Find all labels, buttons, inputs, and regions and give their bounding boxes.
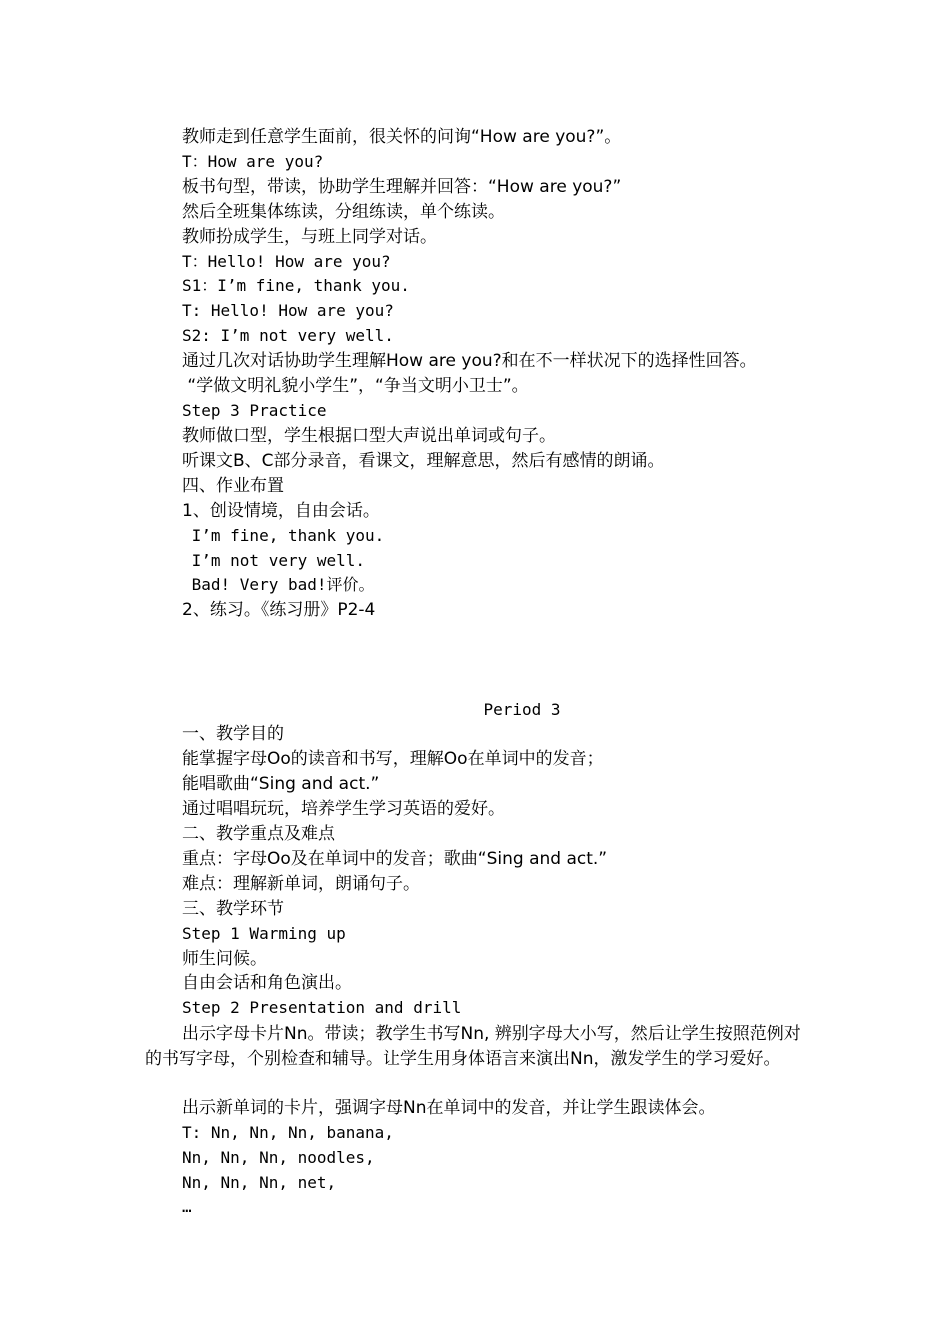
step-heading: Step 3 Practice bbox=[182, 401, 327, 420]
dialogue-line: S1：I’m fine, thank you. bbox=[182, 276, 410, 295]
text-line: I’m fine, thank you. bbox=[182, 526, 385, 545]
text-line: 教师做口型，学生根据口型大声说出单词或句子。 bbox=[182, 426, 556, 446]
text-line: 1、创设情境，自由会话。 bbox=[182, 501, 380, 521]
text-line: 板书句型，带读，协助学生理解并回答：“How are you?” bbox=[182, 177, 622, 197]
word-line: Nn, Nn, Nn, net, bbox=[182, 1173, 337, 1192]
text-line: I’m not very well. bbox=[182, 551, 366, 570]
text-line: 自由会话和角色演出。 bbox=[182, 973, 352, 993]
ellipsis: … bbox=[182, 1197, 192, 1216]
text-line: 能掌握字母Oo的读音和书写，理解Oo在单词中的发音； bbox=[182, 749, 604, 769]
text-line: 出示新单词的卡片，强调字母Nn在单词中的发音，并让学生跟读体会。 bbox=[182, 1098, 716, 1118]
text-line: 教师扮成学生，与班上同学对话。 bbox=[182, 227, 437, 247]
step-heading: Step 1 Warming up bbox=[182, 924, 346, 943]
word-line: T: Nn, Nn, Nn, banana, bbox=[182, 1123, 394, 1142]
word-line: Nn, Nn, Nn, noodles, bbox=[182, 1148, 375, 1167]
dialogue-line: T：Hello! How are you? bbox=[182, 252, 391, 271]
text-line: 然后全班集体练读，分组练读，单个练读。 bbox=[182, 202, 505, 222]
dialogue-line: T: Hello! How are you? bbox=[182, 301, 394, 320]
text-line: T：How are you? bbox=[182, 152, 324, 171]
section-heading: 二、教学重点及难点 bbox=[182, 824, 335, 844]
paragraph: 出示字母卡片Nn。带读；教学生书写Nn, 辨别字母大小写，然后让学生按照范例对的书写字母，个别检查和辅导。让学生用身体语言来演出Nn，激发学生的学习爱好。 bbox=[145, 1024, 801, 1069]
text-line: 通过几次对话协助学生理解How are you?和在不一样状况下的选择性回答。 bbox=[182, 351, 757, 371]
period-title: Period 3 bbox=[483, 700, 561, 719]
dialogue-line: S2: I’m not very well. bbox=[182, 326, 394, 345]
text-line: 能唱歌曲“Sing and act.” bbox=[182, 774, 380, 794]
text-line: 重点：字母Oo及在单词中的发音；歌曲“Sing and act.” bbox=[182, 849, 608, 869]
text-line: 听课文B、C部分录音，看课文，理解意思，然后有感情的朗诵。 bbox=[182, 451, 665, 471]
section-heading: 四、作业布置 bbox=[182, 476, 284, 496]
text-line: “学做文明礼貌小学生”，“争当文明小卫士”。 bbox=[182, 376, 529, 396]
text-line: Bad! Very bad!评价。 bbox=[182, 575, 375, 594]
text-line: 师生问候。 bbox=[182, 949, 267, 969]
text-line: 2、练习。《练习册》P2-4 bbox=[182, 600, 376, 620]
step-heading: Step 2 Presentation and drill bbox=[182, 998, 462, 1017]
text-line: 难点：理解新单词，朗诵句子。 bbox=[182, 874, 420, 894]
section-heading: 三、教学环节 bbox=[182, 899, 284, 919]
text-line: 通过唱唱玩玩，培养学生学习英语的爱好。 bbox=[182, 799, 505, 819]
section-heading: 一、教学目的 bbox=[182, 724, 284, 744]
text-line: 教师走到任意学生面前，很关怀的问询“How are you?”。 bbox=[182, 127, 622, 147]
